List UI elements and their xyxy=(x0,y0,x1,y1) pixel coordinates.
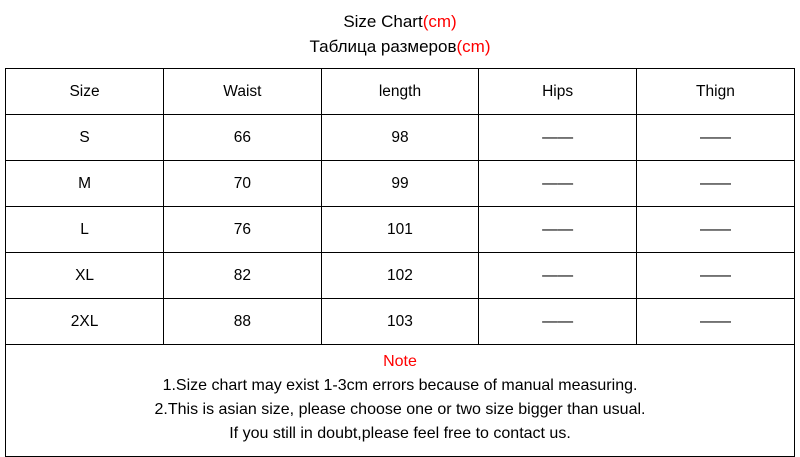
table-cell-hips: —— xyxy=(479,161,637,207)
table-row xyxy=(6,115,794,161)
table-cell-hips: —— xyxy=(479,115,637,161)
table-cell-thign: —— xyxy=(636,161,794,207)
table-cell-thign: —— xyxy=(636,299,794,345)
table-cell-hips: —— xyxy=(479,253,637,299)
table-cell-length: 101 xyxy=(321,207,479,253)
chart-title-block xyxy=(0,0,800,59)
title-russian-text: Таблица размеров xyxy=(309,36,457,56)
title-english-text: Size Chart xyxy=(343,12,423,31)
note-section xyxy=(5,345,795,457)
table-cell-size: L xyxy=(6,207,164,253)
table-cell-size: 2XL xyxy=(6,299,164,345)
table-header-cell: length xyxy=(321,69,479,115)
table-cell-length: 99 xyxy=(321,161,479,207)
title-english-unit: (cm) xyxy=(422,12,457,31)
note-line: 1.Size chart may exist 1-3cm errors because of manual measuring. xyxy=(162,377,638,395)
table-header-cell: Waist xyxy=(164,69,322,115)
table-row xyxy=(6,207,794,253)
table-header-cell: Size xyxy=(6,69,164,115)
table-cell-thign: —— xyxy=(636,253,794,299)
table-row xyxy=(6,253,794,299)
table-cell-waist: 70 xyxy=(164,161,322,207)
table-header-cell: Thign xyxy=(636,69,794,115)
table-cell-length: 103 xyxy=(321,299,479,345)
note-line: If you still in doubt,please feel free to contact us. xyxy=(229,425,571,443)
table-cell-size: S xyxy=(6,115,164,161)
table-cell-size: M xyxy=(6,161,164,207)
note-line: 2.This is asian size, please choose one or two size bigger than usual. xyxy=(154,401,646,419)
table-cell-waist: 66 xyxy=(164,115,322,161)
table-row xyxy=(6,299,794,345)
table-header-cell: Hips xyxy=(479,69,637,115)
table-cell-waist: 88 xyxy=(164,299,322,345)
table-cell-waist: 76 xyxy=(164,207,322,253)
table-cell-thign: —— xyxy=(636,207,794,253)
table-cell-waist: 82 xyxy=(164,253,322,299)
table-cell-length: 102 xyxy=(321,253,479,299)
table-row xyxy=(6,161,794,207)
title-line-russian xyxy=(0,35,800,60)
table-cell-hips: —— xyxy=(479,299,637,345)
title-line-english xyxy=(0,10,800,35)
table-cell-size: XL xyxy=(6,253,164,299)
table-cell-thign: —— xyxy=(636,115,794,161)
title-russian-unit: (cm) xyxy=(456,36,491,56)
size-table xyxy=(6,69,794,345)
note-title: Note xyxy=(383,353,417,371)
table-cell-length: 98 xyxy=(321,115,479,161)
table-header-row xyxy=(6,69,794,115)
size-table-container xyxy=(5,68,795,345)
table-cell-hips: —— xyxy=(479,207,637,253)
